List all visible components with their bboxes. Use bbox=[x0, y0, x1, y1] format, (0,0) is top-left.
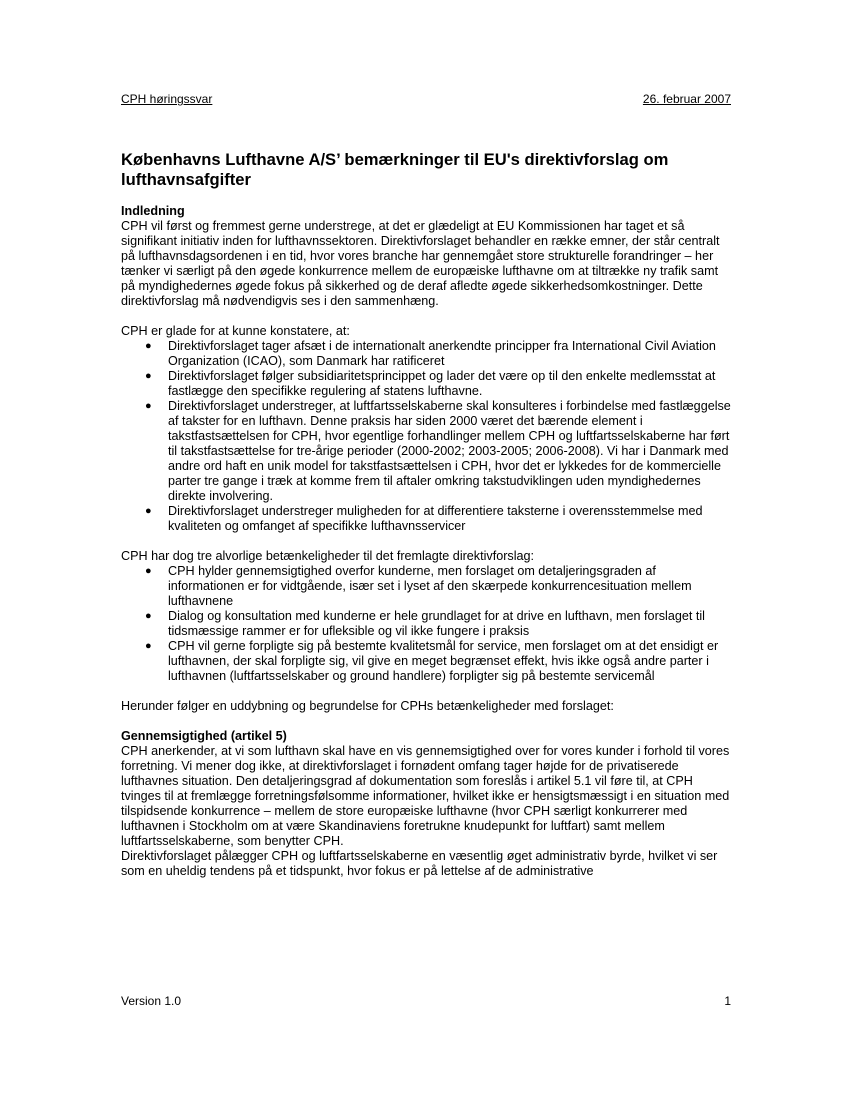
list-item bbox=[121, 504, 733, 534]
footer-page-number: 1 bbox=[724, 994, 731, 1008]
list-item bbox=[121, 609, 733, 639]
list-item-text: Direktivforslaget understreger muligheden for at differentiere taksterne i overensstemmelse med kvaliteten og omfanget af specifikke lufthavnsservicer bbox=[168, 504, 703, 533]
bullet-icon: ● bbox=[145, 565, 152, 577]
list-item bbox=[121, 564, 733, 609]
concerns-lead: CPH har dog tre alvorlige betænkeligheder til det fremlagte direktivforslag: bbox=[121, 549, 534, 563]
transparency-paragraph-1: CPH anerkender, at vi som lufthavn skal have en vis gennemsigtighed over for vores kunder i forhold til vores forretning. Vi mener dog ikke, at direktivforslaget i fornødent omfang tager højde for de privatiserede lufthavnes situation. Den detaljeringsgrad af dokumentation som foreslås i artikel 5.1 vil føre til, at CPH tvinges til at fremlægge forretningsfølsomme informationer, hvilket ikke er hensigtsmæssigt i en situation med tilspidsende konkurrence – mellem de store europæiske lufthavne (hvor CPH særligt konkurrerer med lufthavnen i Stockholm om at være Skandinaviens foretrukne knudepunkt for luftfart) samt mellem luftfartsselskaberne, som benytter CPH. bbox=[121, 744, 730, 848]
section-heading-intro: Indledning bbox=[121, 204, 185, 218]
paragraph-gap bbox=[121, 309, 733, 324]
intro-paragraph: CPH vil først og fremmest gerne understrege, at det er glædeligt at EU Kommissionen har taget et så signifikant initiativ inden for lufthavnssektoren. Direktivforslaget behandler en række emner, der står centralt på lufthavnsdagsordenen i en tid, hvor vores branche har gennemgået store strukturelle forandringer – her tænker vi særligt på den øgede konkurrence mellem de europæiske lufthavne om at tiltrække ny trafik samt på myndighedernes øgede fokus på sikkerhed og de deraf afledte øgede sikkerhedsomkostninger. Dette direktivforslag må nødvendigvis ses i den sammenhæng. bbox=[121, 219, 720, 308]
bullet-icon: ● bbox=[145, 370, 152, 382]
elaboration-lead: Herunder følger en uddybning og begrundelse for CPHs betænkeligheder med forslaget: bbox=[121, 699, 614, 713]
document-title: Københavns Lufthavne A/S’ bemærkninger til EU's direktivforslag om lufthavnsafgifter bbox=[121, 150, 669, 189]
concerns-list bbox=[121, 564, 733, 684]
header-date: 26. februar 2007 bbox=[642, 92, 731, 106]
paragraph-gap bbox=[121, 684, 733, 699]
list-item-text: Direktivforslaget understreger, at luftfartsselskaberne skal konsulteres i forbindelse med fastlæggelse af takster for en lufthavn. Denne praksis har siden 2000 været det bærende element i takstfastsættelsen for CPH, hvor egentlige forhandlinger mellem CPH og luftfartsselskaberne har ført til takstfastsættelse for tre-årige perioder (2000-2002; 2003-2005; 2006-2008). Vi har i Danmark med andre ord haft en unik model for takstfastsættelsen i CPH, hvor det er lykkedes for de kommercielle parter tre gange i træk at komme frem til aftaler omkring takstudviklingen uden myndighedernes direkte involvering. bbox=[168, 399, 731, 503]
header-doc-type: CPH høringssvar bbox=[121, 92, 213, 106]
section-heading-transparency: Gennemsigtighed (artikel 5) bbox=[121, 729, 287, 743]
page-header bbox=[121, 92, 731, 108]
list-item bbox=[121, 399, 733, 504]
list-item-text: Dialog og konsultation med kunderne er hele grundlaget for at drive en lufthavn, men forslaget til tidsmæssige rammer er for ufleksible og vil ikke fungere i praksis bbox=[168, 609, 705, 638]
footer-version: Version 1.0 bbox=[121, 994, 182, 1008]
list-item-text: CPH hylder gennemsigtighed overfor kunderne, men forslaget om detaljeringsgraden af informationen er for vidtgående, især set i lyset af den skærpede konkurrencesituation mellem lufthavnene bbox=[168, 564, 692, 608]
paragraph-gap bbox=[121, 714, 733, 729]
bullet-icon: ● bbox=[145, 640, 152, 652]
list-item bbox=[121, 639, 733, 684]
document-page bbox=[121, 0, 733, 1100]
bullet-icon: ● bbox=[145, 610, 152, 622]
list-item-text: Direktivforslaget følger subsidiaritetsprincippet og lader det være op til den enkelte medlemsstat at fastlægge den specifikke regulering af statens lufthavne. bbox=[168, 369, 716, 398]
list-item-text: CPH vil gerne forpligte sig på bestemte kvalitetsmål for service, men forslaget om at det ensidigt er lufthavnen, der skal forpligte sig, vil give en meget begrænset effekt, hvis ikke også andre parter i lufthavnen (luftfartsselskaber og ground handlere) forpligter sig på bestemte servicemål bbox=[168, 639, 719, 683]
document-body bbox=[121, 204, 733, 879]
transparency-paragraph-2: Direktivforslaget pålægger CPH og luftfartsselskaberne en væsentlig øget administrativ byrde, hvilket vi ser som en uheldig tendens på et tidspunkt, hvor fokus er på lettelse af de administrative bbox=[121, 849, 718, 878]
bullet-icon: ● bbox=[145, 400, 152, 412]
positives-lead: CPH er glade for at kunne konstatere, at: bbox=[121, 324, 350, 338]
positives-list bbox=[121, 339, 733, 534]
list-item bbox=[121, 339, 733, 369]
list-item bbox=[121, 369, 733, 399]
bullet-icon: ● bbox=[145, 505, 152, 517]
list-item-text: Direktivforslaget tager afsæt i de internationalt anerkendte principper fra International Civil Aviation Organization (ICAO), som Danmark har ratificeret bbox=[168, 339, 716, 368]
paragraph-gap bbox=[121, 534, 733, 549]
bullet-icon: ● bbox=[145, 340, 152, 352]
